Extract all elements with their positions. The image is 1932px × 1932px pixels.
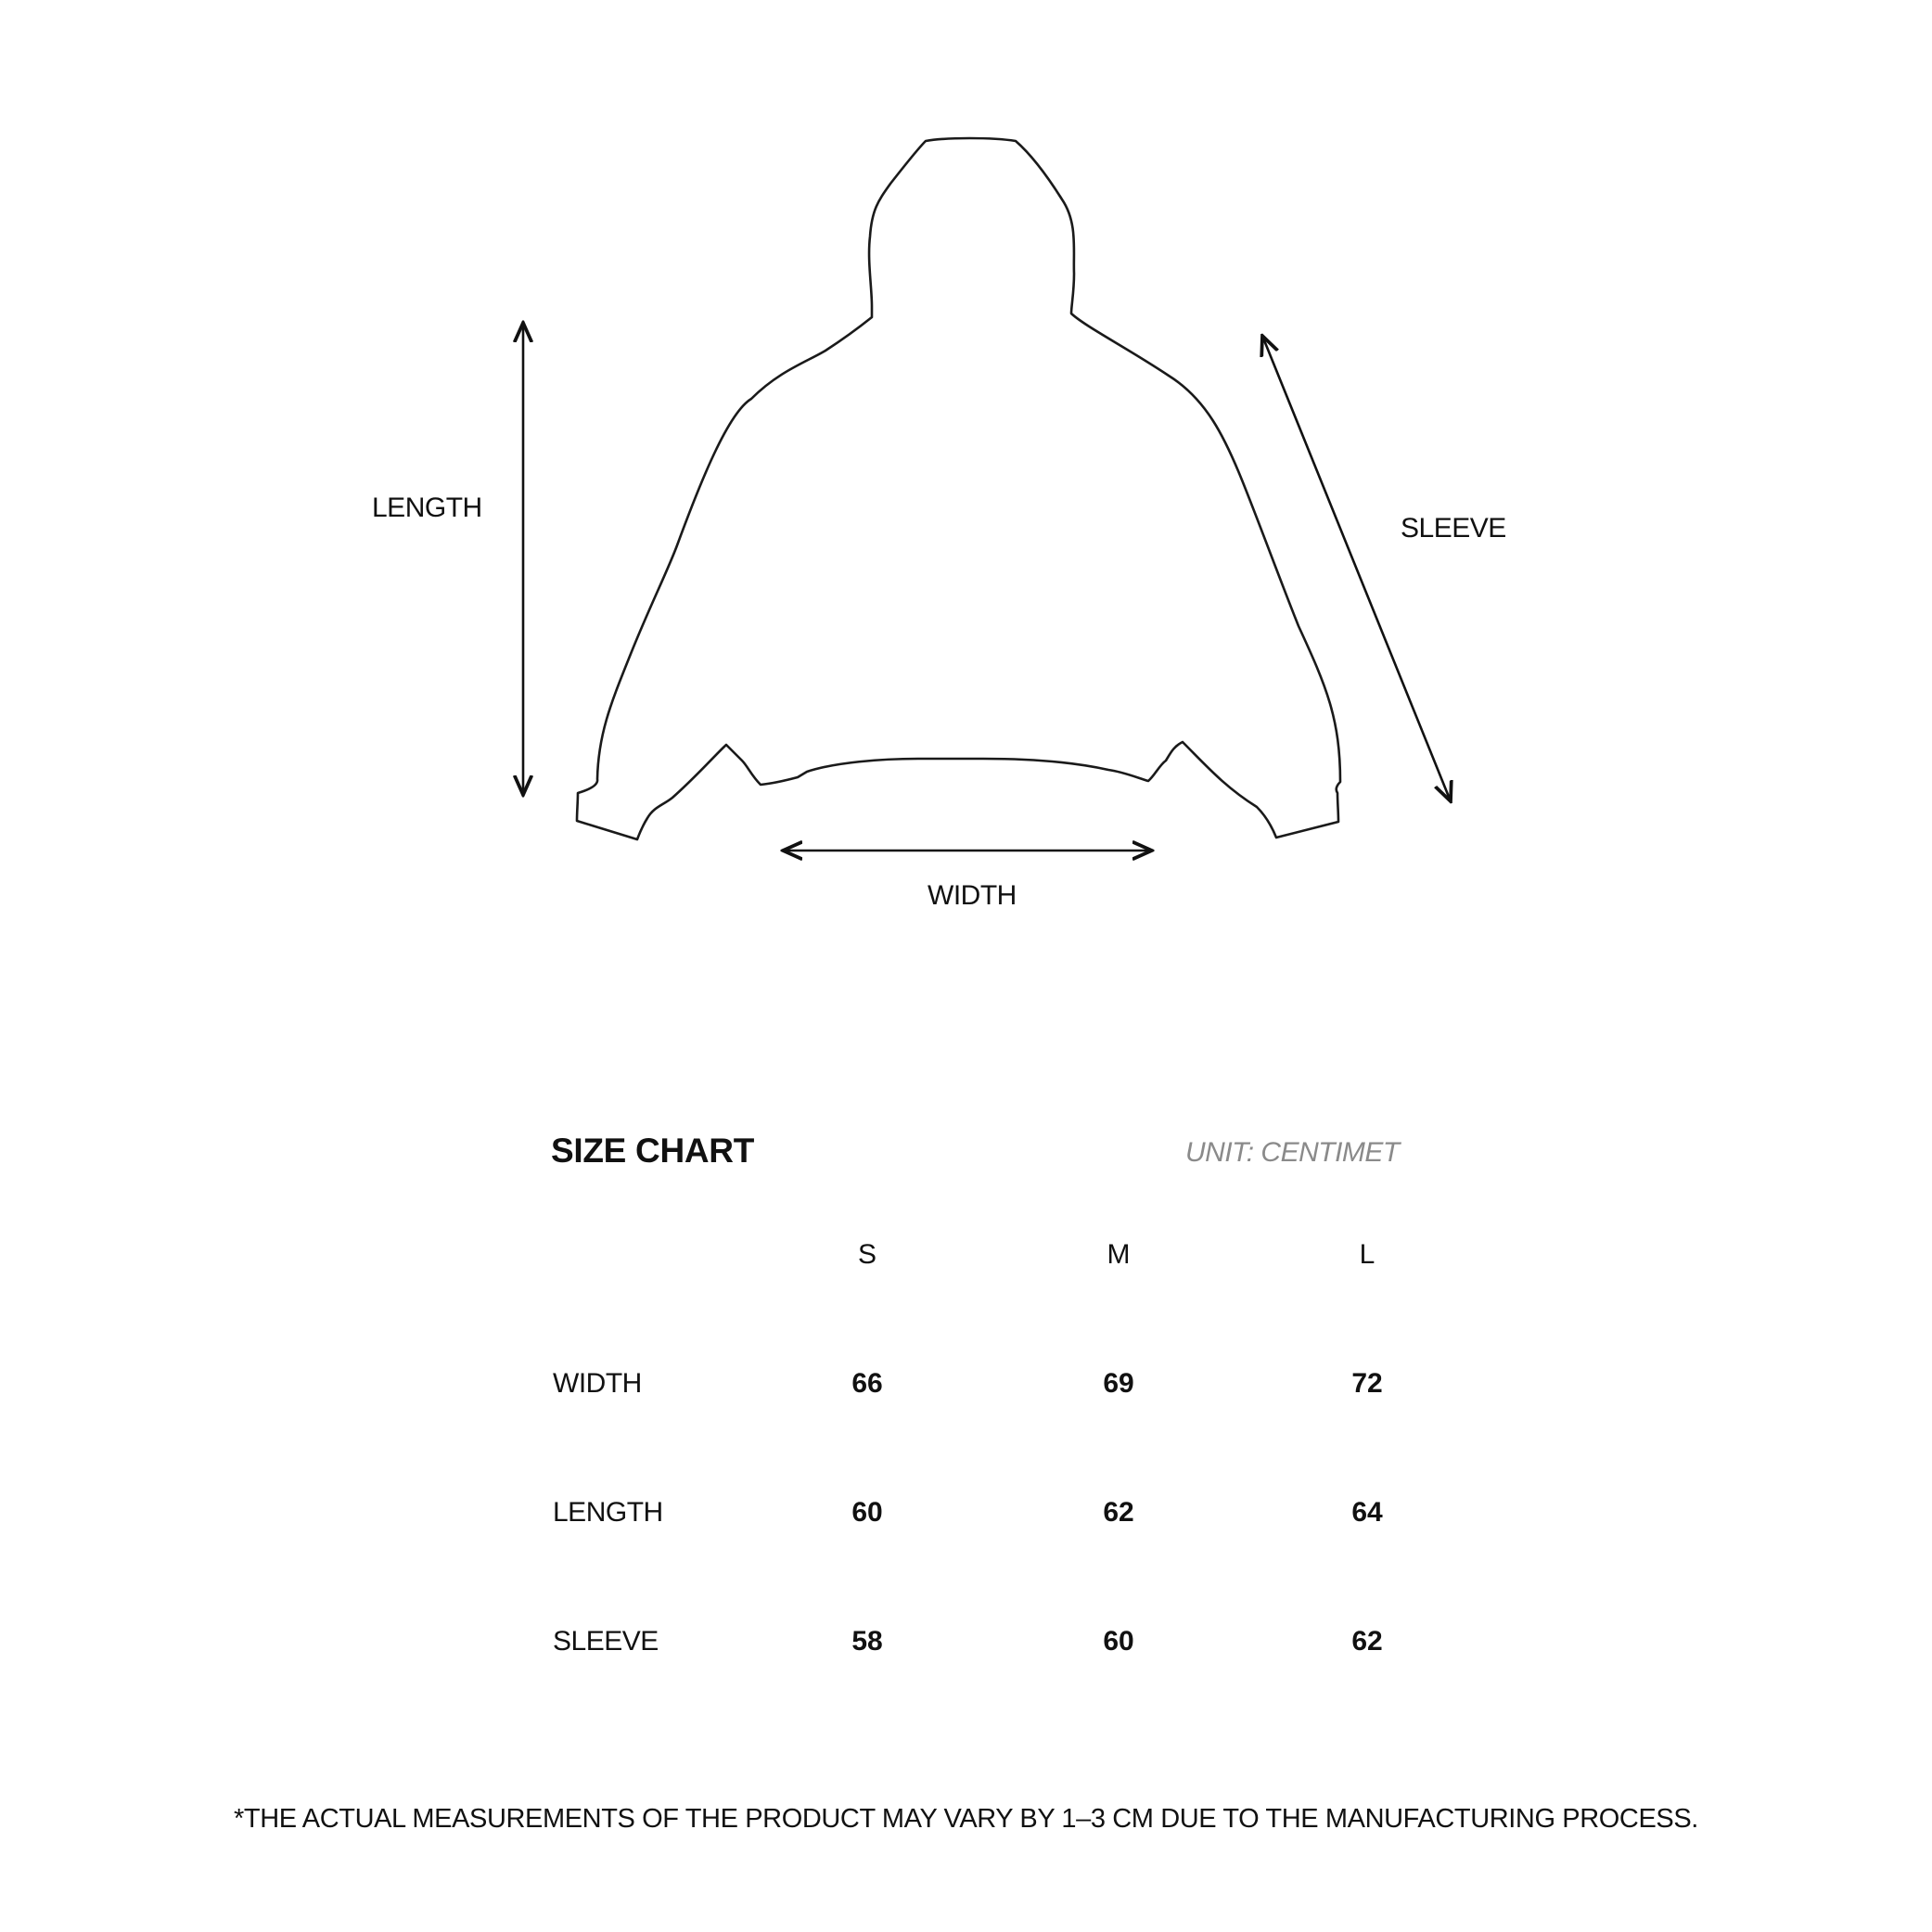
size-header-s: S — [857, 1239, 876, 1270]
size-chart-title: SIZE CHART — [551, 1132, 755, 1170]
row-label-width: WIDTH — [553, 1368, 642, 1399]
row-label-sleeve: SLEEVE — [553, 1626, 659, 1657]
table-cell: 72 — [1351, 1368, 1383, 1399]
hoodie-outline — [577, 138, 1340, 839]
table-cell: 66 — [851, 1368, 883, 1399]
table-cell: 58 — [851, 1626, 883, 1657]
table-cell: 60 — [1103, 1626, 1134, 1657]
table-cell: 60 — [851, 1497, 883, 1528]
length-dimension-label: LENGTH — [372, 493, 482, 523]
table-cell: 69 — [1103, 1368, 1134, 1399]
measurement-disclaimer: *THE ACTUAL MEASUREMENTS OF THE PRODUCT MAY VARY BY 1–3 CM DUE TO THE MANUFACTURING PROCESS. — [234, 1804, 1698, 1834]
row-label-length: LENGTH — [553, 1497, 663, 1528]
width-dimension-label: WIDTH — [928, 880, 1017, 911]
unit-label: UNIT: CENTIMET — [1185, 1137, 1400, 1168]
table-cell: 62 — [1103, 1497, 1134, 1528]
table-cell: 64 — [1351, 1497, 1383, 1528]
table-cell: 62 — [1351, 1626, 1383, 1657]
sleeve-arrow — [1262, 336, 1451, 801]
size-header-l: L — [1359, 1239, 1375, 1270]
size-header-m: M — [1107, 1239, 1131, 1270]
sleeve-dimension-label: SLEEVE — [1401, 513, 1506, 544]
